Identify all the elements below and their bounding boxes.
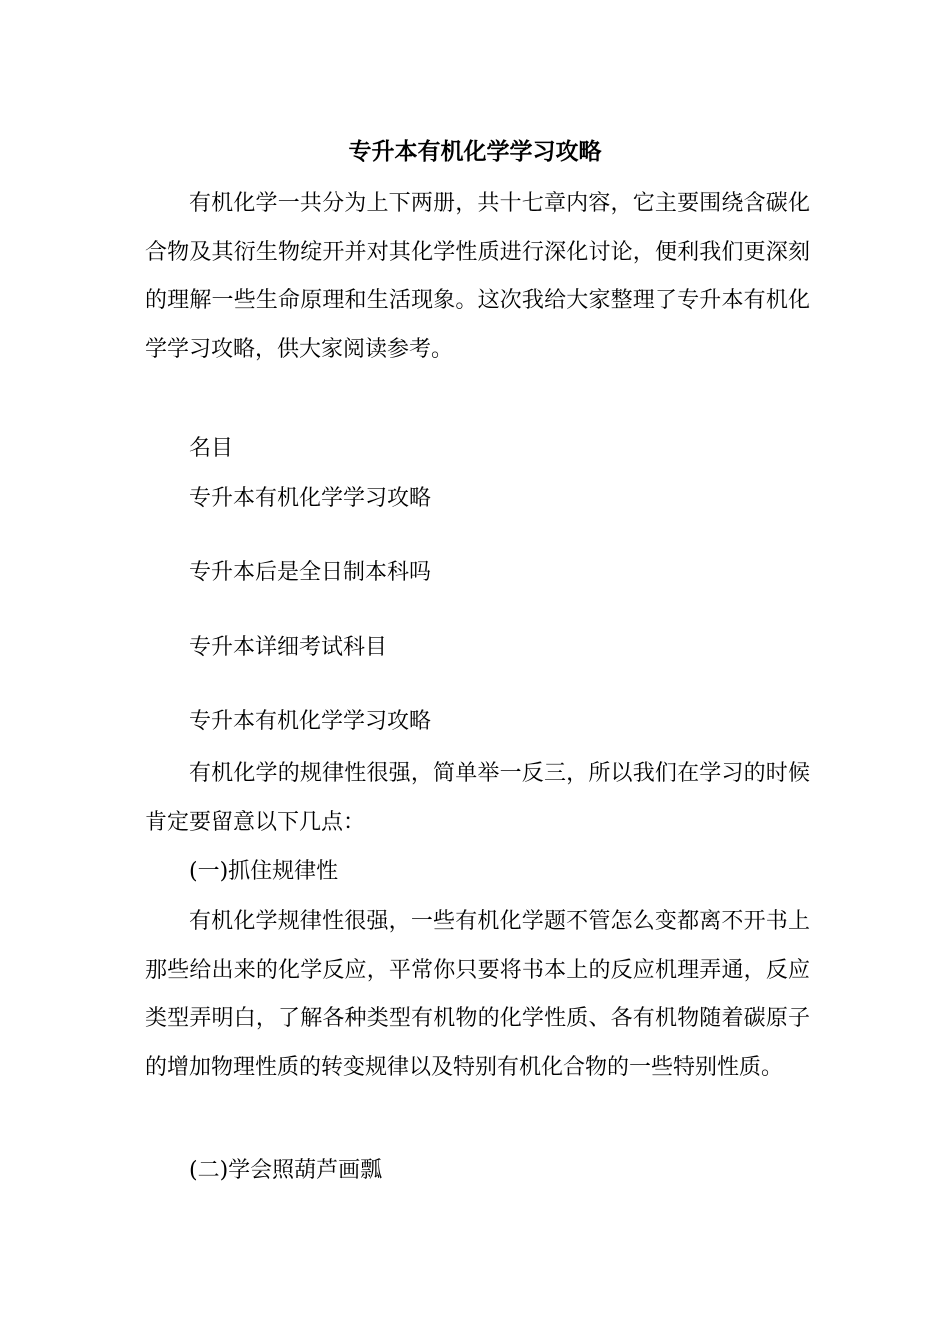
point1-body-paragraph: 有机化学规律性很强，一些有机化学题不管怎么变都离不开书上那些给出来的化学反应，平常你只要将书本上的反应机理弄通，反应类型弄明白，了解各种类型有机物的化学性质、各有机物随着碳原子的增加物理性质的转变规律以及特别有机化合物的一些特别性质。 — [145, 909, 810, 1080]
document-title: 专升本有机化学学习攻略 — [348, 138, 602, 165]
point1-heading: (一)抓住规律性 — [189, 859, 339, 884]
intro-paragraph: 有机化学一共分为上下两册，共十七章内容，它主要围绕含碳化合物及其衍生物绽开并对其化学性质进行深化讨论，便利我们更深刻的理解一些生命原理和生活现象。这次我给大家整理了专升本有机化学学习攻略，供大家阅读参考。 — [145, 191, 810, 362]
toc-heading: 名目 — [189, 436, 234, 461]
toc-item-1: 专升本有机化学学习攻略 — [189, 486, 432, 511]
toc-item-3: 专升本详细考试科目 — [189, 635, 388, 660]
section-intro-paragraph: 有机化学的规律性很强，简单举一反三，所以我们在学习的时候肯定要留意以下几点： — [145, 761, 810, 835]
point2-heading: (二)学会照葫芦画瓢 — [189, 1158, 383, 1183]
section-heading: 专升本有机化学学习攻略 — [189, 709, 432, 734]
toc-item-2: 专升本后是全日制本科吗 — [189, 560, 432, 585]
